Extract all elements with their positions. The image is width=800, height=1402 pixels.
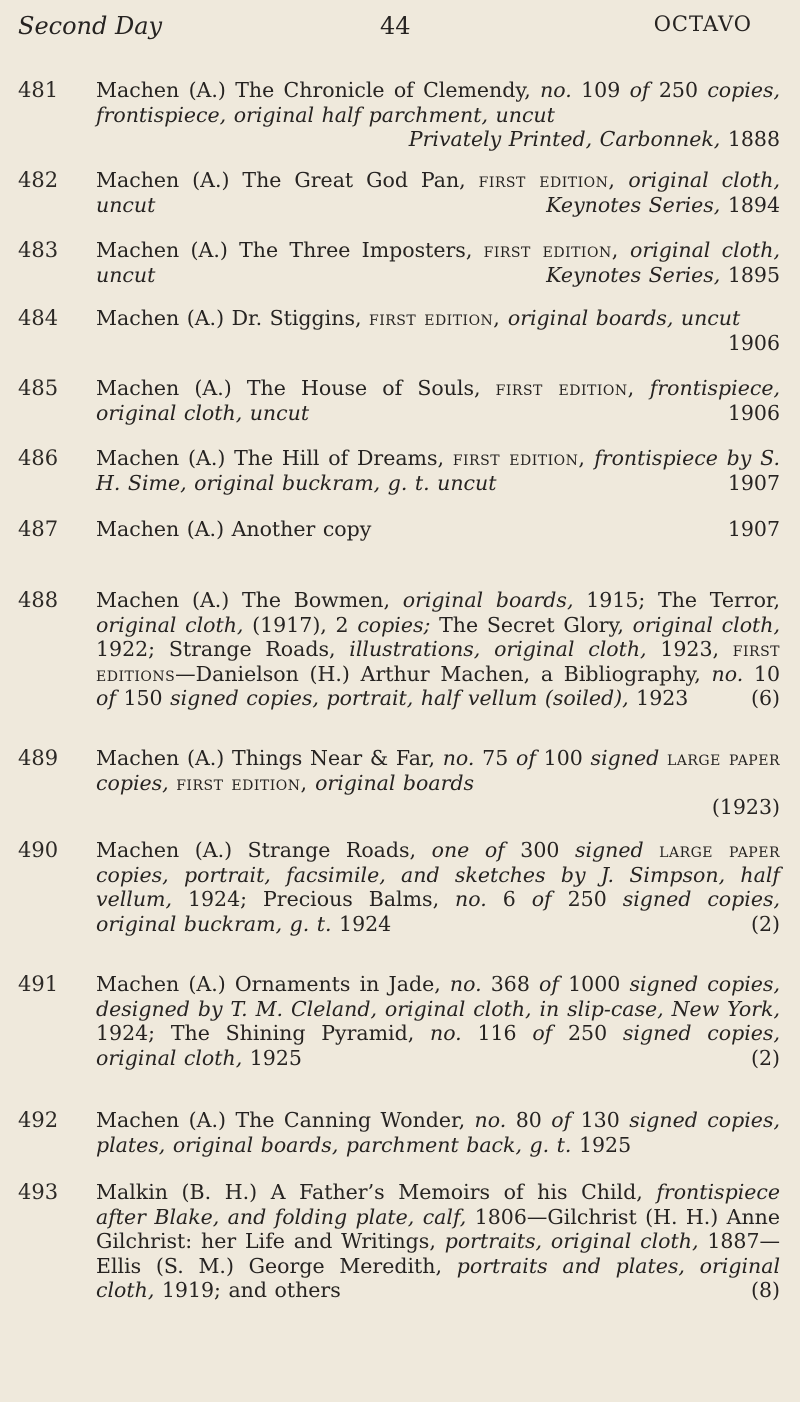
lot-description: Machen (A.) The Hill of Dreams, first edition, frontispiece by S. H. Sime, original buckram, g. t. uncut 1907 bbox=[96, 446, 780, 495]
lot-description: Machen (A.) The Chronicle of Clemendy, no. 109 of 250 copies, frontispiece, original half parchment, uncut Privately Printed, Carbonnek, 1888 bbox=[96, 78, 780, 151]
lot-description: Machen (A.) The Three Imposters, first edition, original cloth, uncut Keynotes Series, 1895 bbox=[96, 238, 780, 287]
section-label: OCTAVO bbox=[653, 12, 752, 36]
lot-description: Machen (A.) Dr. Stiggins, first edition, original boards, uncut 1906 bbox=[96, 306, 780, 355]
sale-day: Second Day bbox=[18, 12, 163, 40]
lot-number: 493 bbox=[18, 1180, 59, 1204]
lot-number: 486 bbox=[18, 446, 59, 470]
lot-description: Malkin (B. H.) A Father’s Memoirs of his Child, frontispiece after Blake, and folding plate, calf, 1806—Gilchrist (H. H.) Anne Gilchrist: her Life and Writings, portraits, original cloth, 1887—Ellis (S. M.) George Meredith, portraits and plates, original cloth, 1919; and others (8) bbox=[96, 1180, 780, 1302]
lot-description: Machen (A.) The House of Souls, first edition, frontispiece, original cloth, uncut 1906 bbox=[96, 376, 780, 425]
lot-number: 490 bbox=[18, 838, 59, 862]
lot-description: Machen (A.) The Canning Wonder, no. 80 of 130 signed copies, plates, original boards, parchment back, g. t. 1925 bbox=[96, 1108, 780, 1157]
lot-number: 483 bbox=[18, 238, 59, 262]
lot-number: 484 bbox=[18, 306, 59, 330]
page-number: 44 bbox=[380, 12, 411, 40]
lot-description: Machen (A.) Another copy 1907 bbox=[96, 517, 780, 541]
lot-number: 482 bbox=[18, 168, 59, 192]
lot-number: 485 bbox=[18, 376, 59, 400]
lot-number: 491 bbox=[18, 972, 59, 996]
page-header bbox=[0, 12, 800, 48]
lot-number: 487 bbox=[18, 517, 59, 541]
lot-number: 481 bbox=[18, 78, 59, 102]
lot-description: Machen (A.) Things Near & Far, no. 75 of 100 signed large paper copies, first edition, original boards (1923) bbox=[96, 746, 780, 819]
lot-number: 488 bbox=[18, 588, 59, 612]
lot-number: 489 bbox=[18, 746, 59, 770]
lot-description: Machen (A.) The Bowmen, original boards, 1915; The Terror, original cloth, (1917), 2 copies; The Secret Glory, original cloth, 1922; Strange Roads, illustrations, original cloth, 1923, first editions—Danielson (H.) Arthur Machen, a Bibliography, no. 10 of 150 signed copies, portrait, half vellum (soiled), 1923 (6) bbox=[96, 588, 781, 710]
lot-description: Machen (A.) Strange Roads, one of 300 signed large paper copies, portrait, facsimile, and sketches by J. Simpson, half vellum, 1924; Precious Balms, no. 6 of 250 signed copies, original buckram, g. t. 1924 (2) bbox=[96, 838, 780, 936]
lot-description: Machen (A.) The Great God Pan, first edition, original cloth, uncut Keynotes Series, 1894 bbox=[96, 168, 780, 217]
lot-description: Machen (A.) Ornaments in Jade, no. 368 of 1000 signed copies, designed by T. M. Cleland, original cloth, in slip-case, New York, 1924; The Shining Pyramid, no. 116 of 250 signed copies, original cloth, 1925 (2) bbox=[96, 972, 780, 1070]
lot-number: 492 bbox=[18, 1108, 59, 1132]
